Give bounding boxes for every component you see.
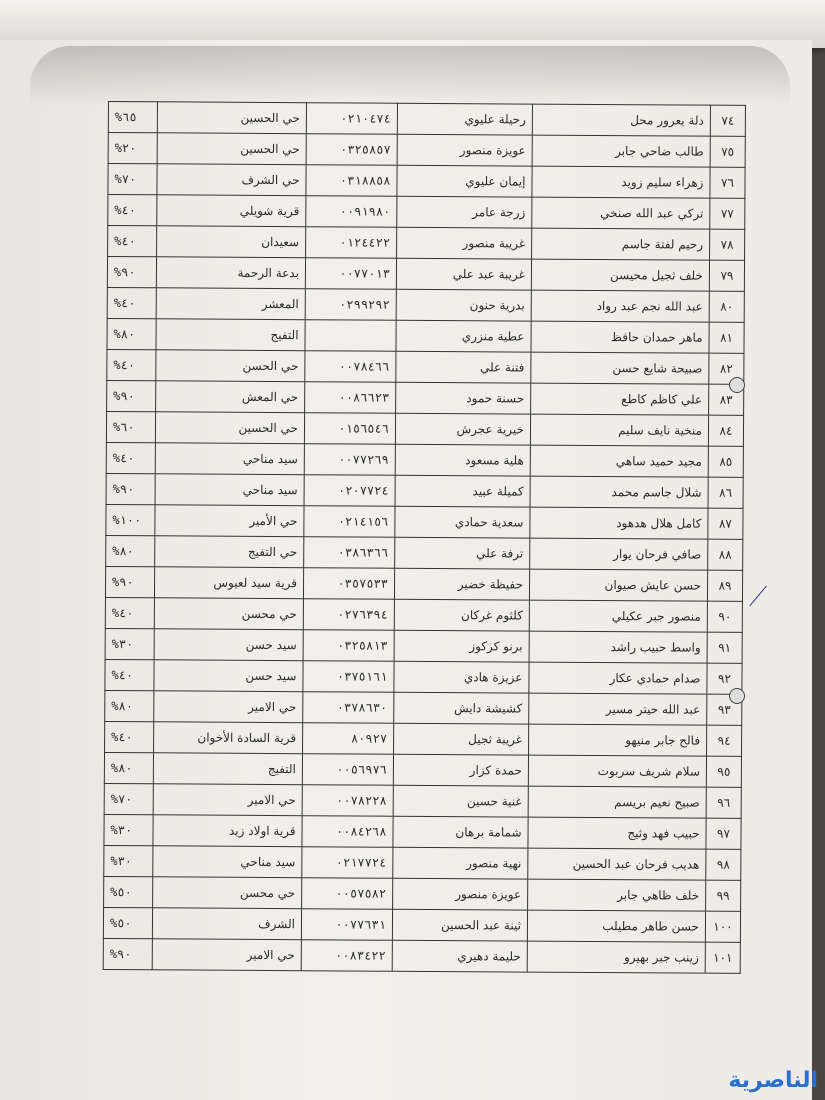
table-row [107, 257, 744, 292]
table-row [104, 814, 741, 849]
mother-name-cell: خيرية عجرش [395, 413, 530, 445]
name-cell: منخية نايف سليم [530, 414, 708, 446]
mother-name-cell: كميلة عبيد [395, 475, 530, 507]
id-number-cell: ٠٣٢٥٨٥٧ [306, 134, 397, 166]
table-row [107, 380, 744, 415]
percentage-cell: %٨٠ [105, 690, 154, 721]
table-row [104, 876, 741, 911]
row-number-cell: ٨٠ [709, 291, 744, 322]
area-cell: حي الحسين [157, 133, 306, 165]
mother-name-cell: حفيظة خضير [394, 568, 529, 600]
name-cell: واسط حبيب راشد [529, 631, 707, 663]
row-number-cell: ٨٥ [708, 446, 743, 477]
percentage-cell: %٦٠ [106, 411, 155, 442]
percentage-cell: %٣٠ [105, 628, 154, 659]
table-row [103, 907, 740, 942]
percentage-cell: %٤٠ [106, 442, 155, 473]
area-cell: التفيج [156, 319, 305, 351]
percentage-cell: %٧٠ [104, 783, 153, 814]
row-number-cell: ٨٦ [708, 477, 743, 508]
table-row [105, 659, 742, 694]
mother-name-cell: كشيشة دايش [394, 692, 529, 724]
area-cell: حي التفيج [155, 536, 304, 568]
table-row [105, 628, 742, 663]
id-number-cell: ٠٢١٧٧٢٤ [302, 847, 393, 879]
id-number-cell: ٠٣٧٥١٦١ [303, 661, 394, 693]
row-number-cell: ٩٧ [706, 818, 741, 849]
row-number-cell: ٩٠ [707, 601, 742, 632]
mother-name-cell: رحيلة عليوي [397, 103, 532, 135]
mother-name-cell: برنو كركوز [394, 630, 529, 662]
id-number-cell: ٠٣١٨٨٥٨ [306, 165, 397, 197]
row-number-cell: ٧٤ [710, 105, 745, 136]
mother-name-cell: فتنة علي [396, 351, 531, 383]
area-cell: حي الامير [152, 939, 301, 971]
id-number-cell: ٠٠٨٦٦٢٣ [305, 382, 396, 414]
row-number-cell: ٨٢ [709, 353, 744, 384]
percentage-cell: %٣٠ [104, 845, 153, 876]
id-number-cell: ٠٠٧٧٠١٣ [305, 258, 396, 290]
mother-name-cell: عويزة منصور [397, 134, 532, 166]
id-number-cell: ٠٣٨٦٣٦٦ [304, 537, 395, 569]
percentage-cell: %٥٠ [104, 876, 153, 907]
mother-name-cell: هلية مسعود [395, 444, 530, 476]
table-row [107, 287, 744, 322]
name-cell: صبيح نعيم بريسم [528, 786, 706, 818]
area-cell: قرية سيد لعيوس [154, 567, 303, 599]
area-cell: حي الشرف [157, 164, 306, 196]
table-row [108, 164, 745, 199]
mother-name-cell: حليمة دهيري [392, 940, 527, 972]
percentage-cell: %٤٠ [108, 195, 157, 226]
id-number-cell: ٠٣٥٧٥٣٣ [303, 568, 394, 600]
table-row [106, 442, 743, 477]
area-cell: حي الحسين [157, 102, 306, 134]
table-row [107, 349, 744, 384]
name-cell: طالب ضاحي جابر [532, 135, 710, 167]
name-cell: كامل هلال هدهود [530, 507, 708, 539]
mother-name-cell: عطية منزري [396, 320, 531, 352]
area-cell: بدعة الرحمة [156, 257, 305, 289]
watermark-text: الناصرية [728, 1067, 818, 1093]
percentage-cell: %١٠٠ [106, 504, 155, 535]
row-number-cell: ٨٣ [709, 384, 744, 415]
percentage-cell: %٨٠ [106, 535, 155, 566]
mother-name-cell: زرجة عامر [397, 196, 532, 228]
name-cell: فالح جابر منيهو [529, 724, 707, 756]
percentage-cell: %٨٠ [107, 318, 156, 349]
percentage-cell: %٩٠ [107, 257, 156, 288]
beneficiary-table [103, 101, 746, 974]
id-number-cell: ٠١٢٤٤٢٢ [306, 227, 397, 259]
row-number-cell: ٨٩ [707, 570, 742, 601]
percentage-cell: %٥٠ [103, 907, 152, 938]
id-number-cell: ٠١٥٦٥٤٦ [304, 413, 395, 445]
name-cell: سلام شريف سربوت [528, 755, 706, 787]
row-number-cell: ٨١ [709, 322, 744, 353]
row-number-cell: ٨٨ [708, 539, 743, 570]
id-number-cell: ٠٢٩٩٢٩٢ [305, 289, 396, 321]
percentage-cell: %٤٠ [108, 226, 157, 257]
row-number-cell: ٩٦ [706, 787, 741, 818]
name-cell: ماهر حمدان حافظ [531, 321, 709, 353]
table-row [104, 845, 741, 880]
page-shadow [30, 46, 790, 106]
mother-name-cell: غريبة منصور [397, 227, 532, 259]
percentage-cell: %٣٠ [104, 814, 153, 845]
id-number-cell: ٠٠٧٧٦٣١ [301, 909, 392, 941]
row-number-cell: ٨٧ [708, 508, 743, 539]
mother-name-cell: شمامة برهان [393, 816, 528, 848]
percentage-cell: %٤٠ [105, 597, 154, 628]
mother-name-cell: عويزة منصور [393, 878, 528, 910]
table-body [103, 102, 745, 974]
table-row [107, 318, 744, 353]
area-cell: حي الأمير [155, 505, 304, 537]
watermark-logo [668, 1060, 818, 1100]
area-cell: حي الحسين [155, 412, 304, 444]
area-cell: حي محسن [153, 877, 302, 909]
id-number-cell [305, 320, 396, 352]
percentage-cell: %٢٠ [108, 133, 157, 164]
area-cell: سيد مناحي [155, 474, 304, 506]
mother-name-cell: ثينة عبد الحسين [392, 909, 527, 941]
row-number-cell: ٩٥ [706, 756, 741, 787]
percentage-cell: %٩٠ [103, 938, 152, 969]
row-number-cell: ٩٢ [707, 663, 742, 694]
id-number-cell: ٠٠٧٨٢٢٨ [302, 785, 393, 817]
name-cell: دلة يعرور محل [532, 104, 710, 136]
name-cell: صافي فرحان يوار [530, 538, 708, 570]
id-number-cell: ٠٢١٠٤٧٤ [306, 103, 397, 135]
area-cell: حي الحسن [156, 350, 305, 382]
row-number-cell: ٨٤ [708, 415, 743, 446]
name-cell: زينب جبر بهيرو [527, 941, 705, 973]
percentage-cell: %٦٥ [108, 102, 157, 133]
name-cell: صبيحة شايع حسن [531, 352, 709, 384]
id-number-cell: ٠٠٨٣٤٢٢ [301, 940, 392, 972]
punch-hole [729, 688, 745, 704]
table-row [108, 226, 745, 261]
row-number-cell: ٩٩ [706, 880, 741, 911]
id-number-cell: ٠٠٥٦٩٧٦ [302, 754, 393, 786]
mother-name-cell: غنية حسين [393, 785, 528, 817]
percentage-cell: %٤٠ [107, 349, 156, 380]
mother-name-cell: إيمان عليوي [397, 165, 532, 197]
name-cell: خلف ظاهي جابر [528, 879, 706, 911]
id-number-cell: ٠٠٧٧٢٦٩ [304, 444, 395, 476]
area-cell: قرية السادة الأخوان [154, 722, 303, 754]
row-number-cell: ١٠١ [705, 942, 740, 973]
percentage-cell: %٤٠ [105, 659, 154, 690]
table-row [106, 411, 743, 446]
mother-name-cell: حسنة حمود [396, 382, 531, 414]
name-cell: مجيد حميد ساهي [530, 445, 708, 477]
row-number-cell: ٩٣ [707, 694, 742, 725]
id-number-cell: ٠٠٧٨٤٦٦ [305, 351, 396, 383]
name-cell: شلال جاسم محمد [530, 476, 708, 508]
id-number-cell: ٠٢٠٧٧٢٤ [304, 475, 395, 507]
table-row [106, 535, 743, 570]
table-row [105, 566, 742, 601]
table-row [105, 721, 742, 756]
table-row [104, 752, 741, 787]
area-cell: المعشر [156, 288, 305, 320]
area-cell: سعيدان [157, 226, 306, 258]
row-number-cell: ٧٩ [709, 260, 744, 291]
name-cell: تركي عبد الله صنخي [532, 197, 710, 229]
name-cell: صدام حمادي عكار [529, 662, 707, 694]
punch-hole [729, 377, 745, 393]
table-row [108, 195, 745, 230]
id-number-cell: ٠٠٨٤٢٦٨ [302, 816, 393, 848]
id-number-cell: ٠٣٧٨٦٣٠ [303, 692, 394, 724]
area-cell: قرية شويلي [157, 195, 306, 227]
row-number-cell: ٧٧ [710, 198, 745, 229]
name-cell: هديب فرحان عبد الحسين [528, 848, 706, 880]
id-number-cell: ٠٠٥٧٥٨٢ [302, 878, 393, 910]
area-cell: حي الامير [153, 784, 302, 816]
percentage-cell: %٩٠ [106, 473, 155, 504]
row-number-cell: ٧٦ [710, 167, 745, 198]
name-cell: حسن طاهر مطيلب [527, 910, 705, 942]
percentage-cell: %٧٠ [108, 164, 157, 195]
area-cell: قرية اولاد زيد [153, 815, 302, 847]
table-row [103, 938, 740, 973]
id-number-cell: ٨٠٩٢٧ [303, 723, 394, 755]
name-cell: منصور جبر عكيلي [529, 600, 707, 632]
table-row [106, 504, 743, 539]
area-cell: التفيج [153, 753, 302, 785]
name-cell: عبد الله نجم عبد رواد [531, 290, 709, 322]
mother-name-cell: بدرية حنون [396, 289, 531, 321]
mother-name-cell: ترفة علي [395, 537, 530, 569]
table-row [105, 690, 742, 725]
percentage-cell: %٨٠ [104, 752, 153, 783]
table-row [105, 597, 742, 632]
mother-name-cell: غريبة ثجيل [394, 723, 529, 755]
mother-name-cell: سعدية حمادي [395, 506, 530, 538]
table-row [106, 473, 743, 508]
area-cell: حي المعش [156, 381, 305, 413]
area-cell: سيد حسن [154, 660, 303, 692]
percentage-cell: %٤٠ [107, 287, 156, 318]
name-cell: علي كاظم كاطع [531, 383, 709, 415]
row-number-cell: ٧٥ [710, 136, 745, 167]
name-cell: خلف ثجيل محيسن [531, 259, 709, 291]
area-cell: الشرف [152, 908, 301, 940]
name-cell: عبد الله حيتر مسير [529, 693, 707, 725]
area-cell: حي محسن [154, 598, 303, 630]
row-number-cell: ٩٨ [706, 849, 741, 880]
id-number-cell: ٠٣٢٥٨١٣ [303, 630, 394, 662]
mother-name-cell: كلثوم غركان [394, 599, 529, 631]
id-number-cell: ٠٢٧٦٣٩٤ [303, 599, 394, 631]
mother-name-cell: عزيزة هادي [394, 661, 529, 693]
percentage-cell: %٤٠ [105, 721, 154, 752]
percentage-cell: %٩٠ [107, 380, 156, 411]
table-row [108, 102, 745, 137]
row-number-cell: ٧٨ [710, 229, 745, 260]
name-cell: حبيب فهد وثيج [528, 817, 706, 849]
name-cell: زهراء سليم زويد [532, 166, 710, 198]
mother-name-cell: نهية منصور [393, 847, 528, 879]
row-number-cell: ٩١ [707, 632, 742, 663]
mother-name-cell: غريبة عبد علي [396, 258, 531, 290]
area-cell: سيد مناحي [153, 846, 302, 878]
percentage-cell: %٩٠ [105, 566, 154, 597]
area-cell: سيد مناحي [155, 443, 304, 475]
id-number-cell: ٠٠٩١٩٨٠ [306, 196, 397, 228]
mother-name-cell: حمدة كزار [393, 754, 528, 786]
table-row [108, 133, 745, 168]
row-number-cell: ١٠٠ [705, 911, 740, 942]
name-cell: حسن عايش صيوان [529, 569, 707, 601]
area-cell: سيد حسن [154, 629, 303, 661]
table-row [104, 783, 741, 818]
area-cell: حي الامير [154, 691, 303, 723]
name-cell: رحيم لفتة جاسم [532, 228, 710, 260]
row-number-cell: ٩٤ [707, 725, 742, 756]
id-number-cell: ٠٢١٤١٥٦ [304, 506, 395, 538]
